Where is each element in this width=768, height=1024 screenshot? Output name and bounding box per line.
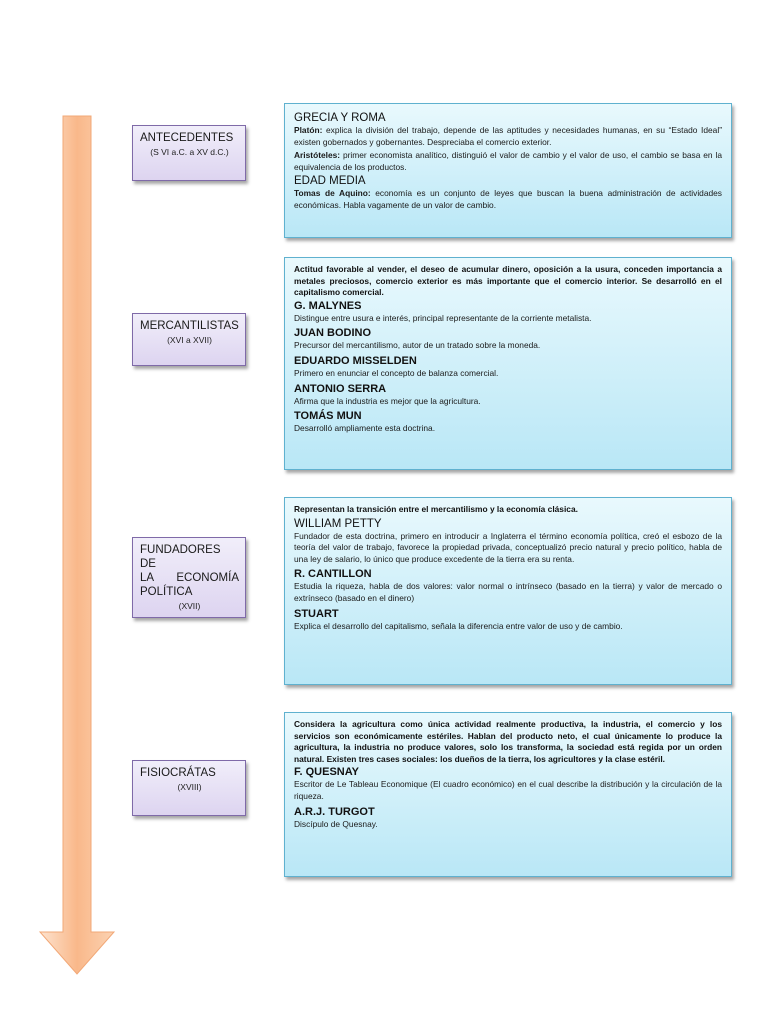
label-title: ANTECEDENTES [140,132,234,144]
author-name: A.R.J. TURGOT [294,805,375,818]
timeline-arrow-shape [38,114,116,976]
author-lead: Tomas de Aquino: [294,188,371,199]
label-period: (XVIII) [177,782,202,792]
timeline-arrow [38,114,116,976]
section-intro: Representan la transición entre el mercantilismo y la economía clásica. [294,504,578,514]
author-name: JUAN BODINO [294,327,372,340]
author-name: G. MALYNES [294,299,362,312]
heading-grecia-roma: GRECIA Y ROMA [294,112,386,124]
label-title: FISIOCRÁTAS [140,767,216,779]
author-name: WILLIAM PETTY [294,517,382,530]
author-description: Explica el desarrollo del capitalismo, señala la diferencia entre valor de uso y de cambio. [294,620,623,631]
author-name: STUART [294,607,339,620]
label-period: (S VI a.C. a XV d.C.) [150,147,229,157]
paragraph-aristoteles [294,150,722,173]
label-mercantilistas [132,313,246,366]
section-intro: Considera la agricultura como única actividad realmente productiva, la industria, el comercio y los servicios son económicamente estériles. Hablan del producto neto, el cual únicamente lo produce la agricultura, la industria no produce valores, solo los transforma, la sociedad está regida por un orden natural. Existen tres cases sociales: los dueños de la tierra, los agricultores y la clase estéril. [294,719,722,764]
label-antecedentes [132,125,246,181]
author-lead: Aristóteles: [294,150,341,161]
label-period: (XVI a XVII) [167,335,212,345]
author-description: Discípulo de Quesnay. [294,818,378,829]
author-description: Distingue entre usura e interés, principal representante de la corriente metalista. [294,312,592,323]
label-title: MERCANTILISTAS [140,320,239,332]
label-title-line: LA ECONOMÍA [140,572,239,584]
author-text: explica la división del trabajo, depende de las aptitudes y necesidades humanas, en su “Estado Ideal” existen gobernados y gobernantes. Despreciaba el comercio exterior. [294,125,722,147]
paragraph-platon [294,125,722,148]
author-name: EDUARDO MISSELDEN [294,354,417,367]
content-mercantilistas [284,257,732,470]
content-fundadores [284,497,732,685]
author-description: Estudia la riqueza, habla de dos valores: valor normal o intrínseco (basado en la tierra) y valor de mercado o extrínseco (basado en el dinero) [294,581,722,603]
label-fisiocratas [132,760,246,816]
author-description: Escritor de Le Tableau Economique (El cuadro económico) en el cual describe la distribución y la circulación de la riqueza. [294,779,722,801]
author-text: primer economista analítico, distinguió el valor de cambio y el valor de uso, el cambio se basa en la equivalencia de los productos. [294,150,722,172]
label-fundadores [132,537,246,618]
author-name: ANTONIO SERRA [294,382,387,395]
author-description: Primero en enunciar el concepto de balanza comercial. [294,367,499,378]
section-intro: Actitud favorable al vender, el deseo de acumular dinero, oposición a la usura, conceden importancia a metales preciosos, comercio exterior es más importante que el comercio interior. Se desarrolló en el capitalismo comercial. [294,264,722,298]
label-title-line: FUNDADORES DE [140,544,221,570]
content-antecedentes [284,103,732,238]
author-description: Fundador de esta doctrina, primero en introducir a Inglaterra el término economía política, creó el esbozo de la teoría del valor de trabajo, favorece la propiedad privada, conceptualizó precio natural y precio político, habla de una ley de salario, lo único que produce excedente de la tierra era su renta. [294,530,722,564]
heading-edad-media: EDAD MEDIA [294,175,366,188]
author-lead: Platón: [294,125,323,135]
author-description: Desarrolló ampliamente esta doctrina. [294,423,436,434]
author-name: TOMÁS MUN [294,410,362,423]
label-period: (XVII) [178,601,201,611]
author-description: Afirma que la industria es mejor que la agricultura. [294,395,481,406]
label-title-line: POLÍTICA [140,586,193,598]
author-description: Precursor del mercantilismo, autor de un tratado sobre la moneda. [294,340,541,351]
content-fisiocratas [284,712,732,877]
author-name: R. CANTILLON [294,568,372,581]
author-name: F. QUESNAY [294,766,360,779]
paragraph-tomas-aquino [294,188,722,211]
author-text: economía es un conjunto de leyes que buscan la buena administración de actividades económicas. Habla vagamente de un valor de cambio. [294,188,722,210]
